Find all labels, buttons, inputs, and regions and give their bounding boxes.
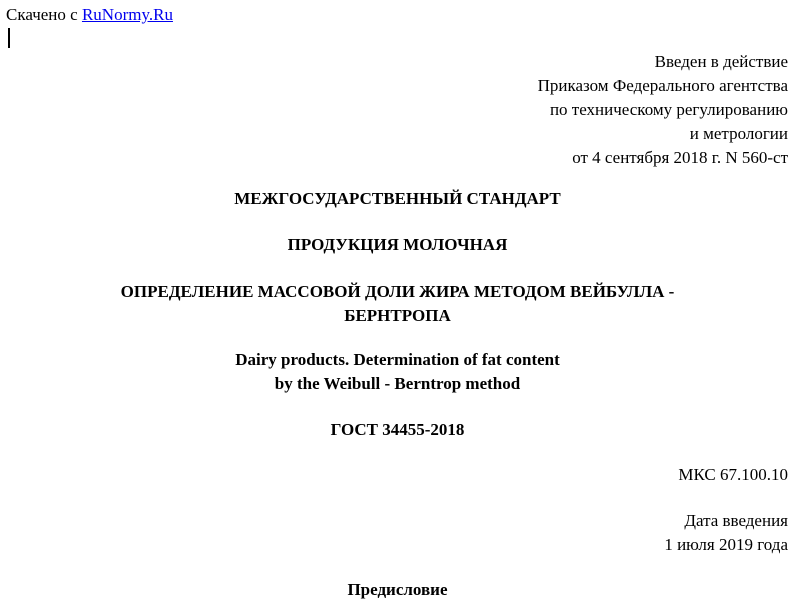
- approval-line: Приказом Федерального агентства: [537, 76, 788, 95]
- title-ru: [0, 280, 795, 328]
- title-ru-line: БЕРНТРОПА: [344, 306, 451, 325]
- foreword-heading: Предисловие: [347, 580, 448, 599]
- approval-line: Введен в действие: [654, 52, 788, 71]
- source-line: [6, 5, 173, 25]
- title-en: [0, 348, 795, 396]
- approval-line: от 4 сентября 2018 г. N 560-ст: [572, 148, 788, 167]
- gost-number: ГОСТ 34455-2018: [330, 420, 465, 439]
- product-heading: ПРОДУКЦИЯ МОЛОЧНАЯ: [287, 235, 508, 254]
- introduction-date: 1 июля 2019 года: [664, 535, 788, 554]
- title-ru-line: ОПРЕДЕЛЕНИЕ МАССОВОЙ ДОЛИ ЖИРА МЕТОДОМ ВЕЙБУЛЛА -: [120, 282, 675, 301]
- standard-type-heading: МЕЖГОСУДАРСТВЕННЫЙ СТАНДАРТ: [234, 189, 561, 208]
- source-prefix: Скачено с: [6, 5, 82, 24]
- introduction-date-block: [664, 509, 788, 557]
- title-en-line: Dairy products. Determination of fat content: [235, 350, 560, 369]
- runormy-link[interactable]: RuNormy.Ru: [81, 5, 173, 24]
- mks-code: МКС 67.100.10: [678, 465, 788, 484]
- introduction-label: Дата введения: [684, 511, 788, 530]
- text-cursor: [8, 28, 10, 48]
- approval-line: и метрологии: [689, 124, 788, 143]
- approval-line: по техническому регулированию: [549, 100, 788, 119]
- title-en-line: by the Weibull - Berntrop method: [274, 374, 521, 393]
- approval-block: [538, 50, 788, 170]
